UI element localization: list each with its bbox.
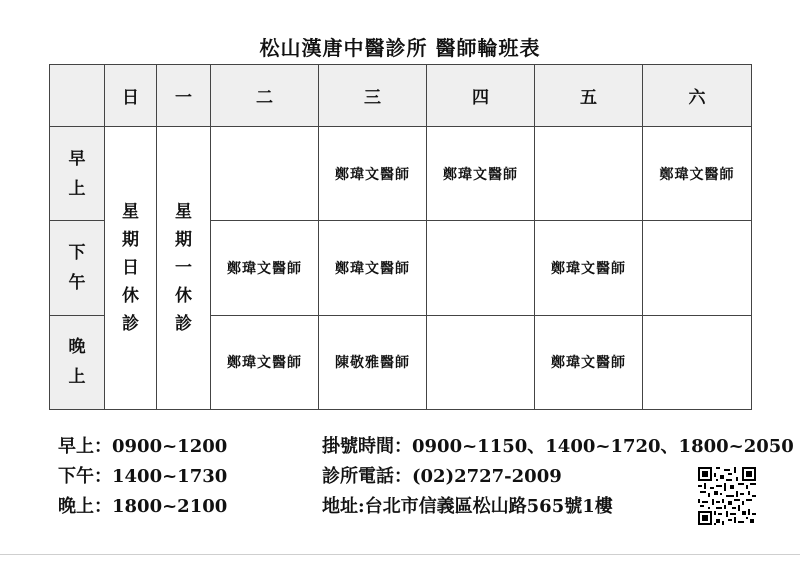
schedule-cell-afternoon-tue: 鄭瑋文醫師 [211, 221, 319, 315]
day-header-sat: 六 [643, 65, 752, 127]
schedule-cell-afternoon-sat [643, 221, 752, 315]
corner-cell [50, 65, 105, 127]
morning-row [50, 127, 752, 221]
hours-morning: 早上：0900~1200 [58, 436, 228, 457]
registration-hours: 掛號時間：0900~1150、1400~1720、1800~2050 [322, 436, 794, 457]
clinic-address: 地址:台北市信義區松山路565號1樓 [322, 496, 613, 517]
clinic-hours [58, 432, 227, 522]
schedule-cell-evening-tue: 鄭瑋文醫師 [211, 315, 319, 409]
day-header-wed: 三 [319, 65, 427, 127]
schedule-cell-evening-fri: 鄭瑋文醫師 [535, 315, 643, 409]
clinic-phone: 診所電話：(02)2727-2009 [322, 466, 562, 487]
header-row [50, 65, 752, 127]
schedule-cell-evening-sat [643, 315, 752, 409]
qr-code-icon [698, 467, 756, 525]
closed-cell-mon: 星 期 一 休 診 [157, 127, 211, 410]
period-label-morning: 早 上 [50, 127, 105, 221]
schedule-cell-morning-thu: 鄭瑋文醫師 [427, 127, 535, 221]
day-header-sun: 日 [105, 65, 157, 127]
schedule-cell-afternoon-thu [427, 221, 535, 315]
schedule-cell-evening-wed: 陳敬雅醫師 [319, 315, 427, 409]
schedule-cell-afternoon-fri: 鄭瑋文醫師 [535, 221, 643, 315]
day-header-thu: 四 [427, 65, 535, 127]
day-header-fri: 五 [535, 65, 643, 127]
schedule-cell-morning-wed: 鄭瑋文醫師 [319, 127, 427, 221]
doctor-schedule-table [49, 64, 752, 410]
hours-evening: 晚上：1800~2100 [58, 496, 228, 517]
schedule-cell-morning-fri [535, 127, 643, 221]
period-label-afternoon: 下 午 [50, 221, 105, 315]
schedule-cell-evening-thu [427, 315, 535, 409]
closed-cell-sun: 星 期 日 休 診 [105, 127, 157, 410]
page-title: 松山漢唐中醫診所 醫師輪班表 [259, 36, 541, 60]
bottom-divider [0, 554, 800, 555]
schedule-cell-morning-tue [211, 127, 319, 221]
schedule-cell-morning-sat: 鄭瑋文醫師 [643, 127, 752, 221]
schedule-cell-afternoon-wed: 鄭瑋文醫師 [319, 221, 427, 315]
period-label-evening: 晚 上 [50, 315, 105, 409]
hours-afternoon: 下午：1400~1730 [58, 466, 228, 487]
day-header-tue: 二 [211, 65, 319, 127]
day-header-mon: 一 [157, 65, 211, 127]
